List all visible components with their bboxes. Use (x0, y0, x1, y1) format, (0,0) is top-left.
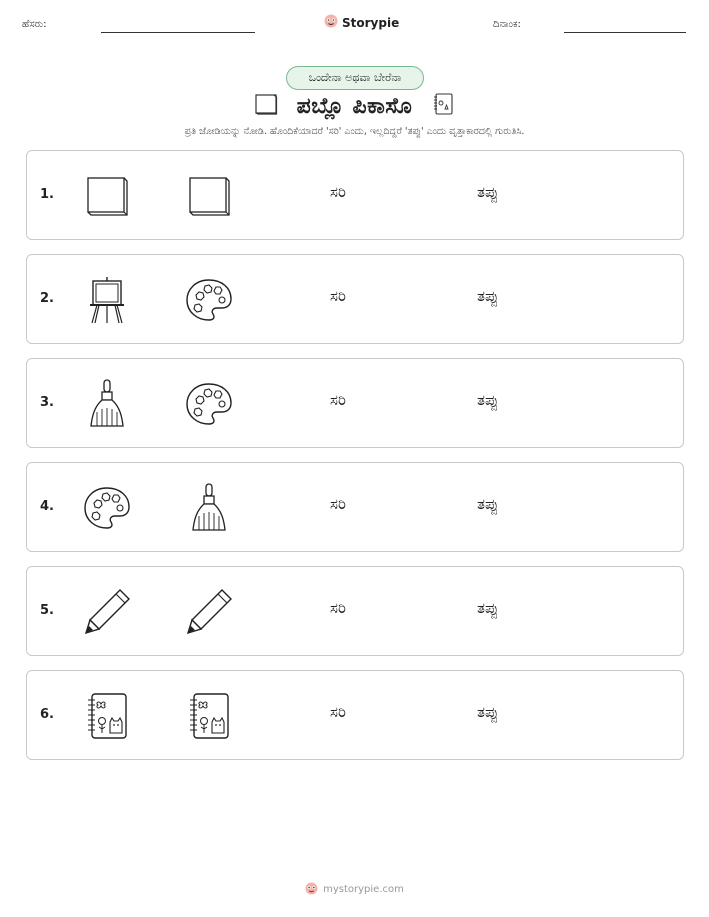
canvas-icon (253, 93, 279, 119)
option-wrong[interactable]: ತಪ್ಪು (477, 599, 499, 617)
question-card (26, 150, 684, 240)
easel-icon (80, 273, 134, 327)
sketchbook-icon (182, 689, 236, 743)
footer-url[interactable]: mystorypie.com (323, 884, 404, 895)
storypie-logo-icon (324, 13, 338, 32)
option-correct[interactable]: ಸರಿ (330, 495, 346, 513)
question-card (26, 462, 684, 552)
option-wrong[interactable]: ತಪ್ಪು (477, 495, 499, 513)
option-correct[interactable]: ಸರಿ (330, 183, 346, 201)
palette-icon (182, 273, 236, 327)
option-wrong[interactable]: ತಪ್ಪು (477, 391, 499, 409)
sketchbook-icon (430, 91, 456, 121)
paintbrush-icon (80, 377, 134, 431)
question-number: 3. (40, 395, 54, 410)
brand-name: Storypie (342, 15, 400, 30)
sketchbook-icon (80, 689, 134, 743)
instructions: ಪ್ರತಿ ಜೋಡಿಯನ್ನು ನೋಡಿ. ಹೊಂದಿಕೆಯಾದರೆ 'ಸರಿ' ಎಂದು, ಇಲ್ಲದಿದ್ದರೆ 'ತಪ್ಪು' ಎಂದು ವೃತ್ತಾಕಾರದಲ್ಲಿ ಗುರುತಿಸಿ. (184, 126, 525, 137)
option-correct[interactable]: ಸರಿ (330, 599, 346, 617)
page-title: ಪಬ್ಲೊ ಪಿಕಾಸೊ (296, 93, 413, 119)
palette-icon (80, 481, 134, 535)
name-label: ಹೆಸರು: (22, 19, 47, 30)
question-number: 2. (40, 291, 54, 306)
date-label: ದಿನಾಂಕ: (493, 19, 521, 30)
option-wrong[interactable]: ತಪ್ಪು (477, 183, 499, 201)
option-correct[interactable]: ಸರಿ (330, 287, 346, 305)
canvas-icon (182, 169, 236, 223)
footer (0, 880, 709, 899)
worksheet-type-badge: ಒಂದೇನಾ ಅಥವಾ ಬೇರೆನಾ (286, 66, 424, 90)
paintbrush-icon (182, 481, 236, 535)
option-correct[interactable]: ಸರಿ (330, 391, 346, 409)
date-line[interactable] (564, 32, 686, 33)
storypie-logo-icon (305, 880, 318, 899)
question-number: 4. (40, 499, 54, 514)
question-card (26, 670, 684, 760)
question-card (26, 254, 684, 344)
question-card (26, 566, 684, 656)
question-card (26, 358, 684, 448)
name-line[interactable] (101, 32, 255, 33)
question-number: 6. (40, 707, 54, 722)
question-number: 1. (40, 187, 54, 202)
pencil-icon (80, 585, 134, 639)
option-correct[interactable]: ಸರಿ (330, 703, 346, 721)
palette-icon (182, 377, 236, 431)
brand (324, 13, 399, 32)
option-wrong[interactable]: ತಪ್ಪು (477, 703, 499, 721)
pencil-icon (182, 585, 236, 639)
title-row (0, 91, 709, 121)
question-number: 5. (40, 603, 54, 618)
canvas-icon (80, 169, 134, 223)
option-wrong[interactable]: ತಪ್ಪು (477, 287, 499, 305)
